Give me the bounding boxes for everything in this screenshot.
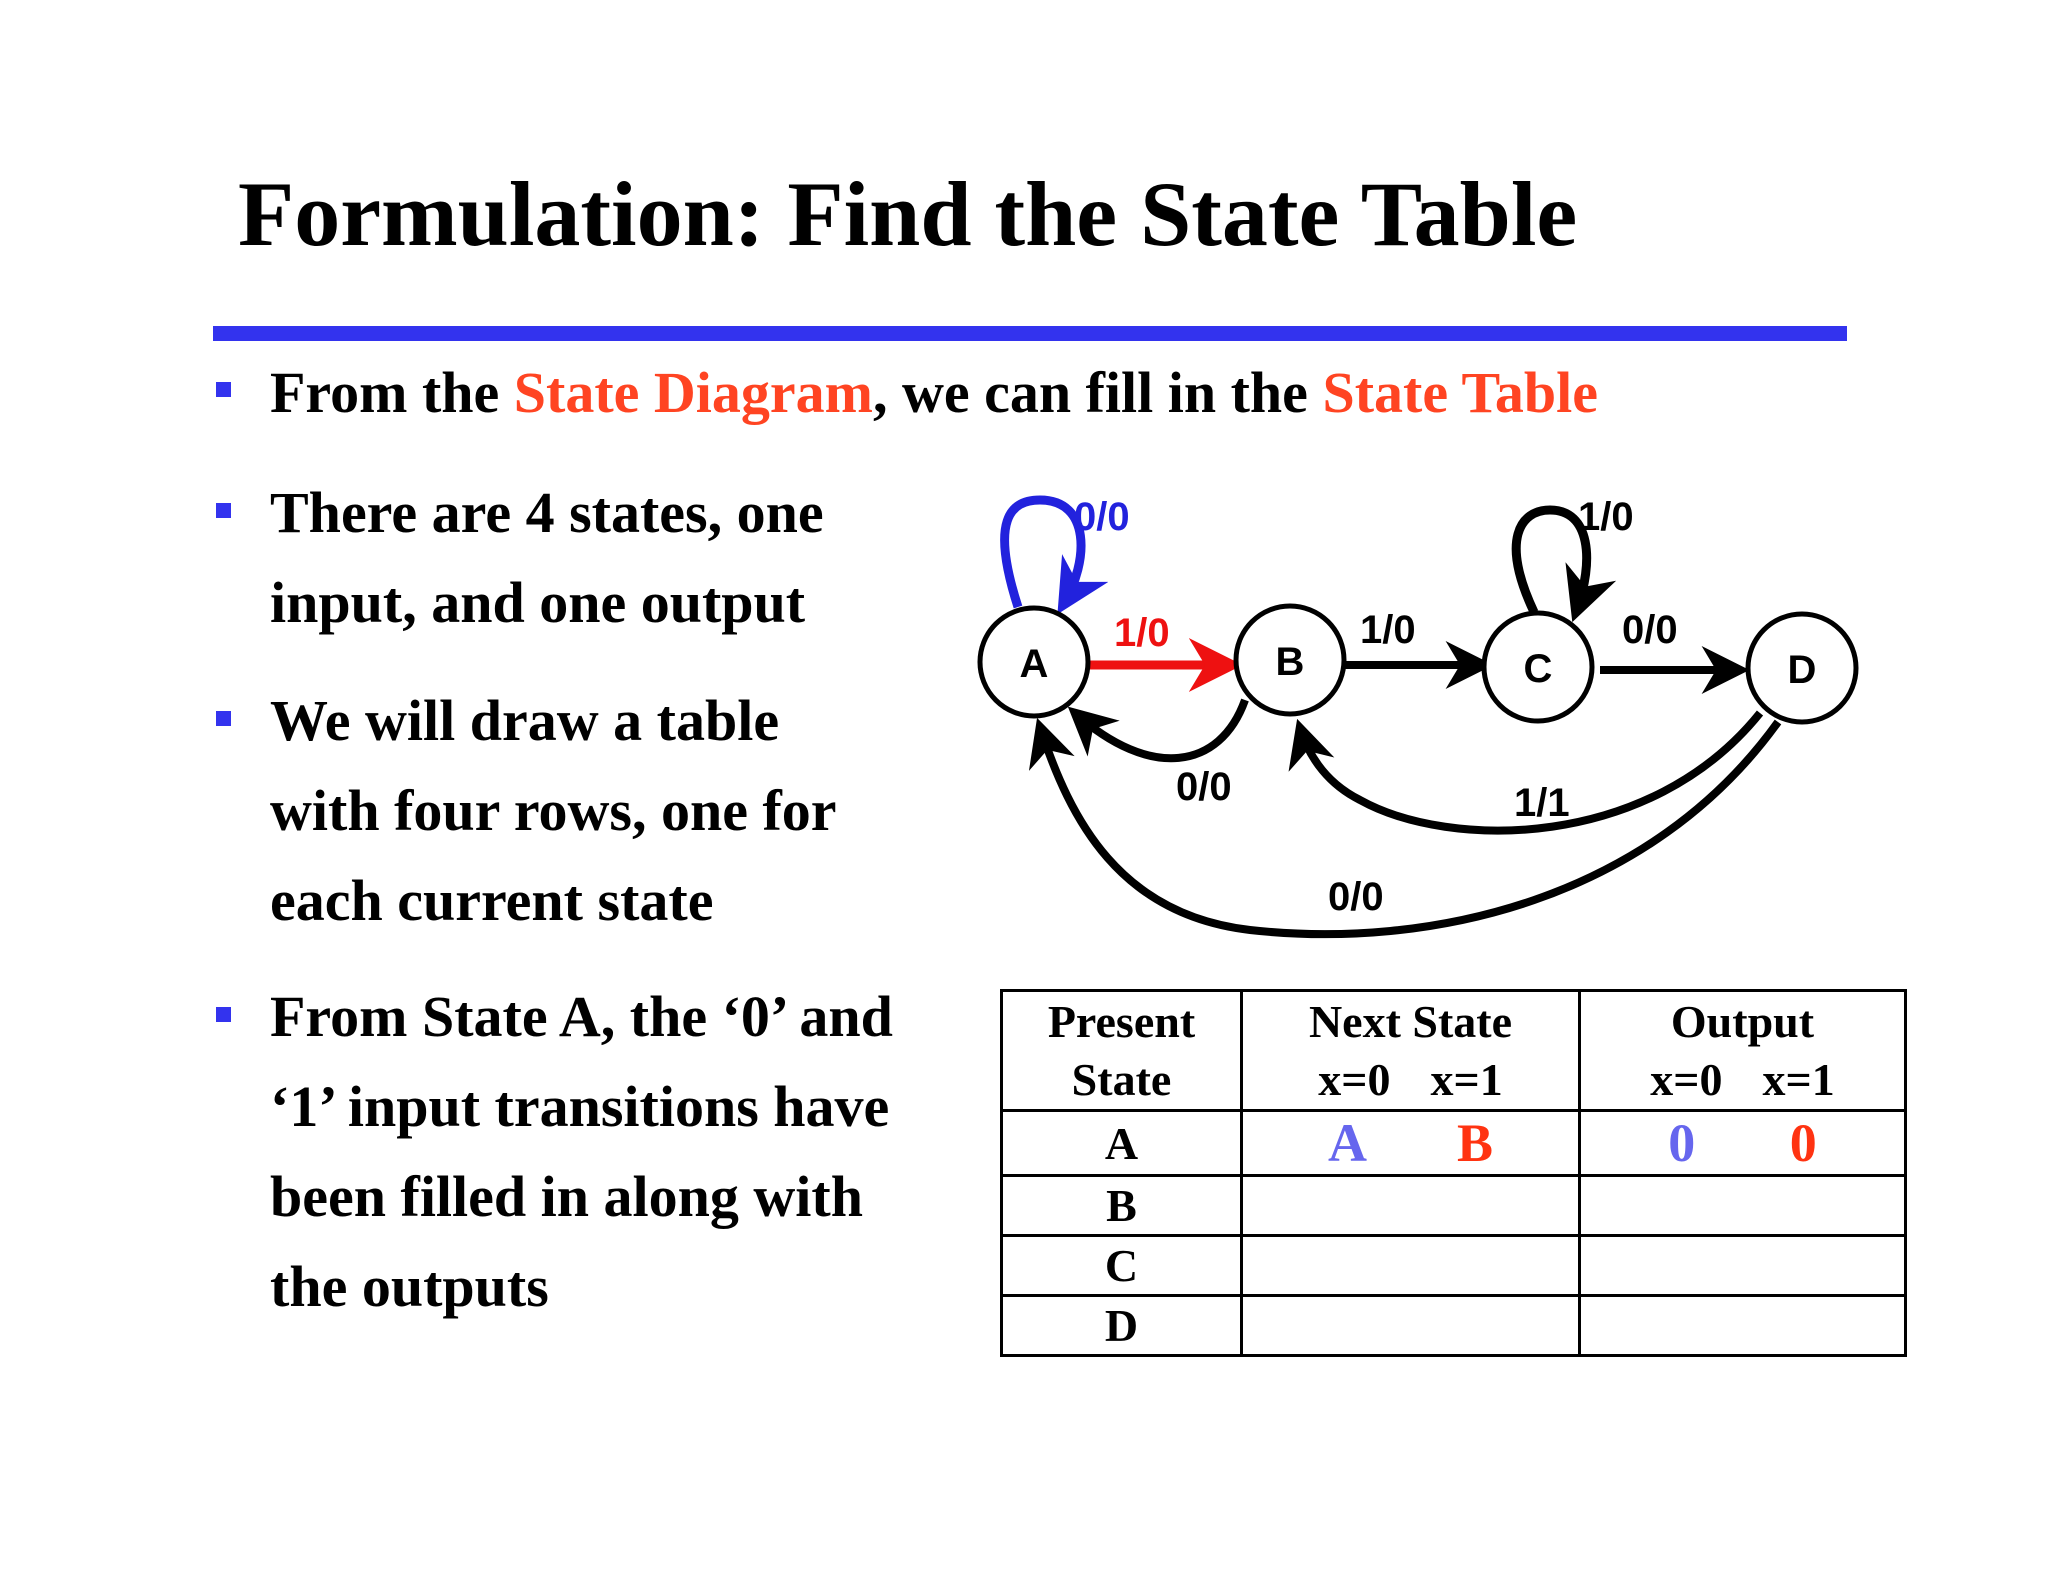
label-b-to-c: 1/0 (1360, 608, 1416, 652)
row-d-state: D (1002, 1296, 1242, 1356)
transition-c-self (1516, 510, 1586, 612)
row-c-state: C (1002, 1236, 1242, 1296)
bullet-3-line-2: with four rows, one for (270, 778, 837, 843)
bullet-1-mid: , we can fill in the (872, 360, 1323, 425)
row-a-out-x1: 0 (1789, 1113, 1817, 1173)
transition-a-self (1005, 500, 1081, 607)
table-row (1002, 1236, 1906, 1296)
header-present-line-2: State (1071, 1053, 1172, 1105)
bullet-4-line-4: the outputs (270, 1254, 549, 1319)
bullet-4-line-2: ‘1’ input transitions have (270, 1074, 890, 1139)
header-output-title: Output (1670, 995, 1815, 1047)
row-a-out-x0: 0 (1668, 1113, 1696, 1173)
table-row (1002, 1176, 1906, 1236)
header-output-x0: x=0 (1650, 1053, 1723, 1105)
header-output-x1: x=1 (1762, 1053, 1835, 1105)
row-a-next (1242, 1111, 1580, 1176)
highlight-state-diagram: State Diagram (513, 360, 873, 425)
row-b-output (1580, 1176, 1906, 1236)
state-b-label: B (1275, 640, 1305, 684)
bullet-1-pre: From the (270, 360, 514, 425)
table-row (1002, 1111, 1906, 1176)
label-b-to-a: 0/0 (1176, 765, 1232, 809)
bullet-3-line-1: We will draw a table (270, 688, 780, 753)
row-b-next (1242, 1176, 1580, 1236)
header-next-state (1242, 991, 1580, 1111)
label-d-to-a: 0/0 (1328, 875, 1384, 919)
state-d-label: D (1787, 648, 1817, 692)
label-a-self: 0/0 (1074, 495, 1130, 539)
label-d-to-b: 1/1 (1514, 781, 1570, 825)
bullet-2-line-2: input, and one output (270, 570, 806, 635)
bullet-3-line-3: each current state (270, 868, 714, 933)
row-c-next (1242, 1236, 1580, 1296)
header-present-line-1: Present (1047, 995, 1196, 1047)
transition-b-to-a (1075, 700, 1245, 758)
row-b-state: B (1002, 1176, 1242, 1236)
table-row (1002, 1296, 1906, 1356)
header-present-state (1002, 991, 1242, 1111)
highlight-state-table: State Table (1322, 360, 1598, 425)
label-c-self: 1/0 (1578, 495, 1634, 539)
state-a-label: A (1019, 642, 1049, 686)
row-a-next-x1: B (1456, 1113, 1493, 1173)
label-c-to-d: 0/0 (1622, 608, 1678, 652)
label-a-to-b: 1/0 (1114, 611, 1170, 655)
bullet-4-line-3: been filled in along with (270, 1164, 863, 1229)
header-next-title: Next State (1308, 995, 1513, 1047)
state-table (1000, 989, 1907, 1357)
row-d-output (1580, 1296, 1906, 1356)
row-d-next (1242, 1296, 1580, 1356)
table-header-row (1002, 991, 1906, 1111)
header-next-x0: x=0 (1318, 1053, 1391, 1105)
state-c-label: C (1523, 647, 1553, 691)
row-a-next-x0: A (1327, 1113, 1367, 1173)
row-c-output (1580, 1236, 1906, 1296)
bullet-4-line-1: From State A, the ‘0’ and (270, 984, 893, 1049)
row-a-output (1580, 1111, 1906, 1176)
row-a-state: A (1002, 1111, 1242, 1176)
slide-title: Formulation: Find the State Table (238, 163, 1578, 265)
header-next-x1: x=1 (1430, 1053, 1503, 1105)
bullet-2-line-1: There are 4 states, one (270, 480, 824, 545)
header-output (1580, 991, 1906, 1111)
